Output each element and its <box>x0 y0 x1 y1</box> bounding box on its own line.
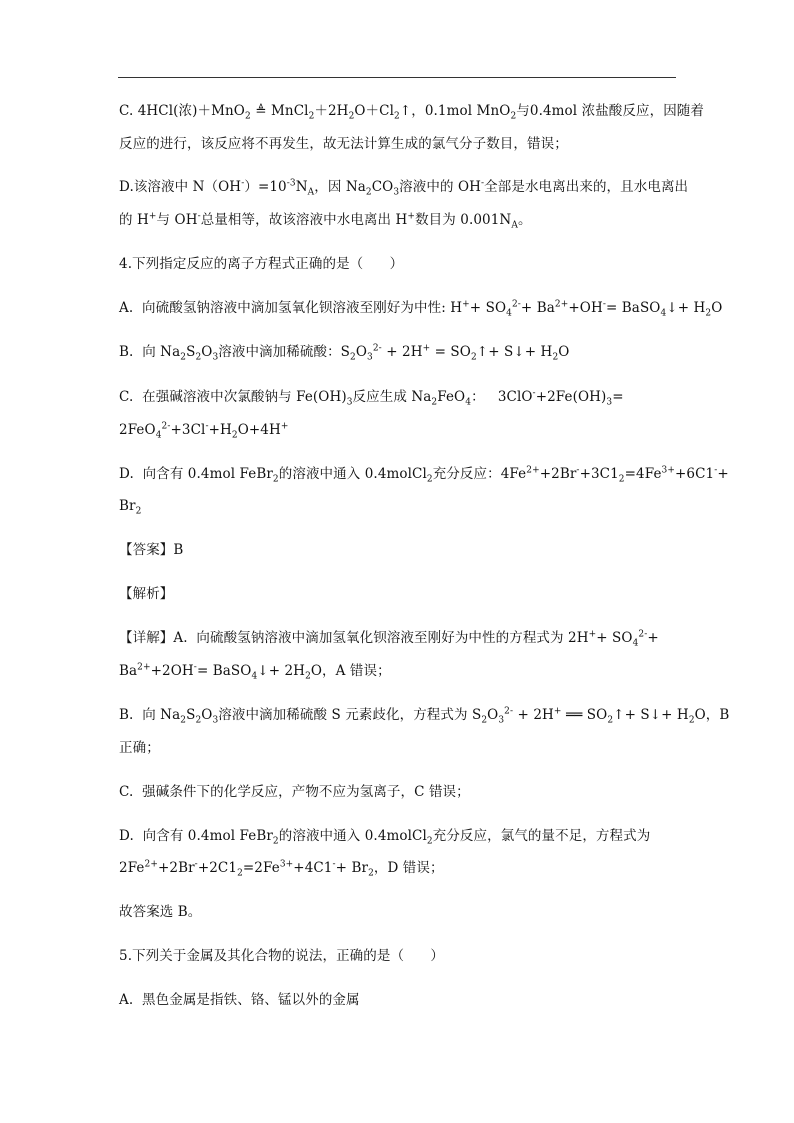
text-run: +2Br <box>539 466 577 482</box>
text-run: + 2H <box>381 344 423 360</box>
text-run: O <box>201 707 213 723</box>
text-run: 【详解】A. 向硫酸氢钠溶液中滴加氢氧化钡溶液至刚好为中性的方程式为 2H <box>119 630 589 646</box>
superscript: + <box>588 629 597 640</box>
text-run: ，D 错误； <box>373 860 444 876</box>
text-run: 溶液中的 OH <box>399 179 481 195</box>
text-run: + SO <box>469 300 507 316</box>
superscript: + <box>553 706 562 717</box>
text-run: 的溶液中通入 0.4molCl <box>278 466 427 482</box>
text-run: 反应生成 Na <box>352 389 432 405</box>
text-run: ： 3ClO <box>471 389 533 405</box>
subscript: 2 <box>350 352 356 363</box>
superscript: - <box>197 211 201 222</box>
text-run: A. 黑色金属是指铁、铬、锰以外的金属 <box>119 992 360 1008</box>
text-run: +H <box>208 422 232 438</box>
text-line-q4-title <box>119 255 403 273</box>
text-run: ↑+ S↓+ H <box>476 344 553 360</box>
text-run: +2C1 <box>197 860 238 876</box>
subscript: 2 <box>237 868 243 879</box>
superscript: 3+ <box>661 465 676 476</box>
text-run: ，因 Na <box>314 179 366 195</box>
text-run: O <box>355 344 368 360</box>
superscript: 3+ <box>279 859 294 870</box>
text-line-c-prev-1 <box>119 102 704 120</box>
text-run: +3Cl <box>170 422 206 438</box>
superscript: 2- <box>161 421 171 432</box>
text-run: + <box>717 466 729 482</box>
text-run: + Br <box>335 860 369 876</box>
superscript: + <box>407 211 416 222</box>
subscript: 3 <box>498 715 505 726</box>
text-run: O <box>201 344 213 360</box>
text-run: 的 H <box>119 212 149 228</box>
superscript: - <box>602 299 606 310</box>
subscript: 4 <box>155 430 162 441</box>
header-rule <box>118 77 676 78</box>
subscript: 3 <box>367 352 373 363</box>
text-run: 【解析】 <box>119 586 174 602</box>
text-run: S <box>186 707 196 723</box>
text-run: +2OH <box>150 663 194 679</box>
subscript: 2 <box>244 111 251 122</box>
subscript: 4 <box>632 638 639 649</box>
superscript: + <box>148 211 157 222</box>
subscript: 2 <box>368 868 374 879</box>
superscript: 2- <box>372 343 382 354</box>
text-line-detail-d-2 <box>119 859 444 877</box>
text-run: ）=10 <box>244 179 287 195</box>
text-run: + Ba <box>520 300 555 316</box>
superscript: 2+ <box>526 465 540 476</box>
text-run: 全部是水电离出来的，且水电离出 <box>484 179 689 195</box>
text-run: + <box>647 630 659 646</box>
superscript: 2- <box>504 706 514 717</box>
text-run: =2Fe <box>242 860 280 876</box>
text-run: + SO <box>596 630 633 646</box>
text-run: O <box>487 707 499 723</box>
text-run: O，A 错误； <box>310 663 391 679</box>
text-run: ＋2H <box>314 103 349 119</box>
text-run: ↑，0.1mol MnO <box>399 103 511 119</box>
text-line-analysis-heading <box>119 585 173 603</box>
subscript: 2 <box>618 474 625 485</box>
subscript: 2 <box>308 111 315 122</box>
text-run: = BaSO <box>196 663 252 679</box>
text-run: D. 向含有 0.4mol FeBr <box>119 828 273 844</box>
text-line-conclusion <box>119 903 201 921</box>
text-run: 【答案】B <box>119 542 184 558</box>
superscript: - <box>576 465 580 476</box>
text-run: 充分反应，氯气的量不足，方程式为 <box>432 828 651 844</box>
text-run: 2Fe <box>119 860 145 876</box>
subscript: 2 <box>426 836 433 847</box>
text-line-detail-b-2 <box>119 739 160 757</box>
text-run: Ba <box>119 663 138 679</box>
text-line-q5-a <box>119 991 360 1009</box>
subscript: 2 <box>688 715 695 726</box>
text-run: 溶液中滴加稀硫酸：S <box>218 344 351 360</box>
text-run: 5.下列关于金属及其化合物的说法，正确的是（ ） <box>119 948 445 964</box>
subscript: 2 <box>431 397 438 408</box>
text-run: S <box>186 344 196 360</box>
superscript: + <box>280 421 289 432</box>
text-run: 数目为 0.001N <box>415 212 512 228</box>
text-run: ↓+ H <box>666 300 706 316</box>
text-line-q5-title <box>119 947 444 965</box>
superscript: 2+ <box>554 299 569 310</box>
subscript: A <box>511 220 518 231</box>
superscript: 2+ <box>144 859 158 870</box>
subscript: 2 <box>231 430 238 441</box>
text-run: = <box>612 389 624 405</box>
subscript: 3 <box>212 352 219 363</box>
subscript: 4 <box>465 397 472 408</box>
subscript: 2 <box>135 506 142 517</box>
superscript: - <box>194 859 198 870</box>
text-line-detail-b-1 <box>119 706 729 724</box>
text-run: 。 <box>517 212 532 228</box>
text-run: ══ SO <box>561 707 608 723</box>
text-run: +OH <box>568 300 603 316</box>
subscript: 2 <box>195 715 202 726</box>
text-run: D. 向含有 0.4mol FeBr <box>119 466 273 482</box>
subscript: 2 <box>510 111 517 122</box>
text-line-detail-a-2 <box>119 662 391 680</box>
subscript: 2 <box>426 474 433 485</box>
subscript: 2 <box>305 671 311 682</box>
text-line-c-prev-2 <box>119 135 568 153</box>
text-line-q4-d-1 <box>119 465 729 483</box>
text-run: +4C1 <box>293 860 333 876</box>
subscript: A <box>307 187 315 198</box>
text-line-q4-c-2 <box>119 421 289 439</box>
text-run: D.该溶液中 N（OH <box>119 179 242 195</box>
text-run: O＋Cl <box>354 103 395 119</box>
text-run: + 2H <box>513 707 554 723</box>
text-run: C. 在强碱溶液中次氯酸钠与 Fe(OH) <box>119 389 347 405</box>
text-run: 反应的进行，该反应将不再发生，故无法计算生成的氯气分子数目，错误； <box>119 136 568 152</box>
superscript: - <box>481 178 485 189</box>
superscript: - <box>714 465 718 476</box>
subscript: 2 <box>348 111 355 122</box>
text-run: ↑+ S↓+ H <box>613 707 689 723</box>
text-line-detail-a-1 <box>119 629 659 647</box>
text-run: Br <box>119 498 136 514</box>
text-line-q4-c-1 <box>119 388 624 406</box>
subscript: 2 <box>470 352 477 363</box>
subscript: 2 <box>180 715 187 726</box>
text-line-q4-d-2 <box>119 497 141 515</box>
text-run: B. 向 Na <box>119 344 181 360</box>
subscript: 2 <box>195 352 202 363</box>
text-run: = SO <box>430 344 471 360</box>
text-run: 充分反应：4Fe <box>432 466 527 482</box>
text-run: 故答案选 B。 <box>119 904 202 920</box>
text-run: 总量相等，故该溶液中水电离出 H <box>200 212 408 228</box>
text-line-detail-c <box>119 783 470 801</box>
superscript: 2- <box>638 629 648 640</box>
text-line-d-prev-2 <box>119 211 532 229</box>
superscript: - <box>193 662 197 673</box>
text-run: C. 4HCl(浓)＋MnO <box>119 103 245 119</box>
superscript: + <box>462 299 470 310</box>
text-run: C. 强碱条件下的化学反应，产物不应为氢离子，C 错误； <box>119 784 470 800</box>
text-line-q4-a <box>119 299 722 317</box>
text-run: A. 向硫酸氢钠溶液中滴加氢氧化钡溶液至刚好为中性: H <box>119 300 463 316</box>
subscript: 3 <box>212 715 219 726</box>
superscript: -3 <box>286 178 296 189</box>
text-run: ≜ MnCl <box>250 103 309 119</box>
text-run: O <box>558 344 570 360</box>
text-line-q4-b <box>119 343 569 361</box>
text-run: ↓+ 2H <box>257 663 306 679</box>
text-run: +2Br <box>157 860 195 876</box>
text-run: +3C1 <box>579 466 619 482</box>
subscript: 4 <box>660 308 667 319</box>
subscript: 2 <box>705 308 712 319</box>
superscript: + <box>422 343 431 354</box>
subscript: 2 <box>365 187 372 198</box>
text-run: 与0.4mol 浓盐酸反应，因随着 <box>516 103 704 119</box>
text-run: 与 OH <box>156 212 198 228</box>
subscript: 3 <box>606 397 613 408</box>
superscript: 2- <box>511 299 521 310</box>
text-run: FeO <box>437 389 466 405</box>
text-run: +2Fe(OH) <box>535 389 607 405</box>
superscript: - <box>205 421 209 432</box>
text-run: O+4H <box>237 422 281 438</box>
text-run: 2FeO <box>119 422 156 438</box>
text-run: N <box>295 179 308 195</box>
text-run: +6C1 <box>675 466 715 482</box>
text-line-detail-d-1 <box>119 827 650 845</box>
text-line-d-prev-1 <box>119 178 688 196</box>
text-run: 正确； <box>119 740 160 756</box>
superscript: - <box>241 178 245 189</box>
text-line-answer <box>119 541 183 559</box>
text-run: B. 向 Na <box>119 707 181 723</box>
superscript: 2+ <box>137 662 151 673</box>
subscript: 2 <box>180 352 187 363</box>
subscript: 3 <box>346 397 353 408</box>
text-run: 4.下列指定反应的离子方程式正确的是（ ） <box>119 256 404 272</box>
text-run: 溶液中滴加稀硫酸 S 元素歧化，方程式为 S <box>218 707 482 723</box>
subscript: 2 <box>481 715 488 726</box>
subscript: 4 <box>506 308 512 319</box>
text-run: =4Fe <box>624 466 662 482</box>
superscript: - <box>332 859 336 870</box>
subscript: 2 <box>394 111 400 122</box>
subscript: 3 <box>393 187 400 198</box>
text-run: O <box>711 300 723 316</box>
subscript: 2 <box>272 836 279 847</box>
subscript: 2 <box>607 715 614 726</box>
subscript: 2 <box>552 352 559 363</box>
subscript: 4 <box>251 671 258 682</box>
subscript: 2 <box>272 474 279 485</box>
text-run: 的溶液中通入 0.4molCl <box>278 828 427 844</box>
superscript: - <box>532 388 536 399</box>
text-run: = BaSO <box>605 300 661 316</box>
text-run: O，B <box>694 707 730 723</box>
text-run: CO <box>371 179 394 195</box>
